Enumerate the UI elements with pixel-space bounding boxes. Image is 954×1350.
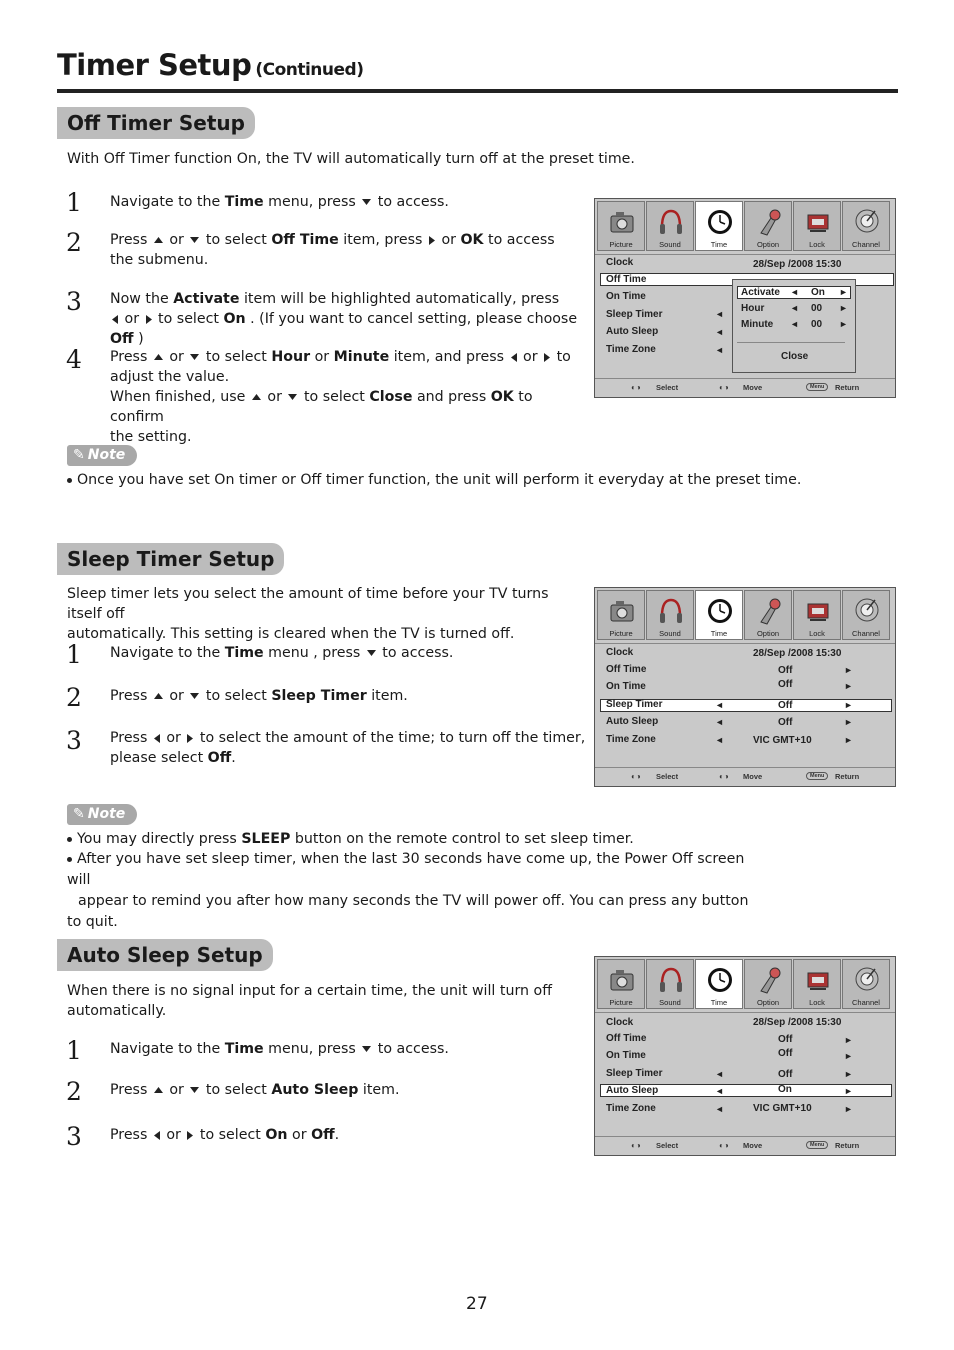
menu-tab-channel[interactable]	[842, 959, 890, 1009]
menu-tab-picture[interactable]	[597, 201, 645, 251]
menu-item-on-time[interactable]: On Time	[606, 681, 646, 692]
tv-footer	[595, 378, 895, 397]
step-number: 3	[66, 726, 82, 755]
menu-key-icon: Menu	[806, 772, 828, 780]
menu-tab-time[interactable]	[695, 201, 743, 251]
menu-tab-label: Time	[710, 240, 728, 249]
footer-return-label: Return	[835, 383, 860, 392]
sleep-timer-intro: Sleep timer lets you select the amount of time before your TV turns itself off automatically. This setting is cleared when the TV is turned off.	[67, 586, 549, 642]
menu-tab-picture[interactable]	[597, 590, 645, 640]
on-time-value: Off	[778, 1048, 793, 1059]
menu-tab-label: Sound	[659, 240, 681, 249]
menu-tab-lock[interactable]	[793, 590, 841, 640]
activate-value: On	[811, 287, 825, 298]
off-timer-intro: With Off Timer function On, the TV will automatically turn off at the preset time.	[67, 151, 635, 167]
auto-sleep-intro: When there is no signal input for a certain time, the unit will turn off automatically.	[67, 983, 552, 1019]
hour-value: 00	[811, 303, 823, 314]
menu-tab-label: Picture	[609, 240, 633, 249]
sleep-step-3: Press or to select the amount of the time; to turn off the timer, please select Off.	[110, 730, 586, 766]
camera-icon	[610, 965, 634, 995]
tv-menu-sleep-timer: Picture Sound Time Option Lock Channel Clock 28/Sep /2008 15:30 Off Time Off ► On Time Off ► Sleep Timer ◄ Off ► Auto Sleep ◄ Off ► Time Zone ◄ VIC GMT+10 ► ◐◑ Select ◐◑ Move Menu Return	[594, 587, 896, 787]
menu-tab-label: Picture	[609, 629, 633, 638]
auto-step-2: Press or to select Auto Sleep item.	[110, 1082, 400, 1098]
menu-item-sleep-timer[interactable]: Sleep Timer	[606, 1068, 663, 1079]
title-rule	[57, 89, 898, 93]
footer-select-label: Select	[656, 772, 679, 781]
menu-item-time-zone[interactable]: Time Zone	[606, 344, 656, 355]
footer-select-label: Select	[656, 1141, 679, 1150]
headphones-icon	[659, 965, 683, 995]
menu-tab-time[interactable]	[695, 590, 743, 640]
time-zone-value: VIC GMT+10	[753, 1103, 812, 1114]
step-number: 4	[66, 345, 82, 374]
menu-item-clock: Clock	[606, 647, 634, 658]
menu-item-time-zone[interactable]: Time Zone	[606, 1103, 656, 1114]
menu-tab-label: Picture	[609, 998, 633, 1007]
tv-footer	[595, 767, 895, 786]
off-step-3: Now the Activate item will be highlighted automatically, press or to select On . (If you want to cancel setting, please choose Off )	[110, 291, 578, 347]
menu-tab-label: Sound	[659, 998, 681, 1007]
footer-return-label: Return	[835, 772, 860, 781]
menu-tab-lock[interactable]	[793, 959, 841, 1009]
lock-icon	[806, 965, 830, 995]
menu-item-time-zone[interactable]: Time Zone	[606, 734, 656, 745]
option-icon	[757, 596, 781, 626]
menu-tab-label: Option	[756, 240, 780, 249]
menu-item-auto-sleep[interactable]: Auto Sleep	[606, 326, 659, 337]
menu-tab-time[interactable]	[695, 959, 743, 1009]
page-number: 27	[466, 1294, 488, 1314]
menu-tab-channel[interactable]	[842, 590, 890, 640]
menu-item-off-time[interactable]: Off Time	[606, 664, 647, 675]
off-step-4: Press or to select Hour or Minute item, and press or to adjust the value. When finished, use or to select Close and press OK to confirm the setting.	[110, 349, 571, 445]
menu-tab-label: Time	[710, 629, 728, 638]
menu-tab-option[interactable]	[744, 590, 792, 640]
menu-key-icon: Menu	[806, 1141, 828, 1149]
menu-item-clock: Clock	[606, 257, 634, 268]
menu-tab-label: Option	[756, 998, 780, 1007]
lock-icon	[806, 207, 830, 237]
menu-tab-label: Channel	[852, 629, 880, 638]
submenu-hour[interactable]: Hour	[741, 303, 765, 314]
menu-item-on-time[interactable]: On Time	[606, 1050, 646, 1061]
auto-sleep-value: Off	[778, 717, 793, 728]
left-right-keys-icon: ◐◑	[631, 772, 641, 781]
clock-icon	[708, 207, 732, 237]
clock-value: 28/Sep /2008 15:30	[753, 259, 842, 270]
left-right-keys-icon: ◐◑	[631, 383, 641, 392]
off-step-1: Navigate to the Time menu, press to access.	[110, 194, 449, 210]
menu-tab-label: Sound	[659, 629, 681, 638]
option-icon	[757, 207, 781, 237]
up-down-keys-icon: ◐◑	[719, 383, 729, 392]
auto-step-3: Press or to select On or Off.	[110, 1127, 340, 1143]
menu-item-off-time[interactable]: Off Time	[606, 1033, 647, 1044]
sleep-note-1: You may directly press SLEEP button on the remote control to set sleep timer.	[67, 829, 634, 850]
section-heading-off-timer: Off Timer Setup	[57, 107, 255, 139]
headphones-icon	[659, 596, 683, 626]
sleep-timer-value: Off	[778, 1069, 793, 1080]
tv-menu-auto-sleep: Picture Sound Time Option Lock Channel Clock 28/Sep /2008 15:30 Off Time Off ► On Time Off ► Sleep Timer ◄ Off ► Auto Sleep ◄ On ► Time Zone ◄ VIC GMT+10 ► ◐◑ Select ◐◑ Move Menu Return	[594, 956, 896, 1156]
footer-return-label: Return	[835, 1141, 860, 1150]
off-time-value: Off	[778, 665, 793, 676]
off-timer-note: Once you have set On timer or Off timer function, the unit will perform it everyday at the preset time.	[67, 470, 801, 491]
footer-move-label: Move	[743, 383, 763, 392]
menu-tab-lock[interactable]	[793, 201, 841, 251]
step-number: 1	[66, 1036, 82, 1065]
menu-icon-bar	[597, 201, 890, 251]
tv-footer	[595, 1136, 895, 1155]
menu-icon-bar	[597, 590, 890, 640]
satellite-icon	[855, 596, 879, 626]
off-step-2: Press or to select Off Time item, press or OK to access the submenu.	[110, 232, 555, 268]
footer-select-label: Select	[656, 383, 679, 392]
step-number: 2	[66, 683, 82, 712]
menu-tab-picture[interactable]	[597, 959, 645, 1009]
menu-tab-label: Channel	[852, 240, 880, 249]
submenu-activate[interactable]: Activate	[741, 287, 780, 298]
section-heading-sleep-timer: Sleep Timer Setup	[57, 543, 284, 575]
step-number: 2	[66, 228, 82, 257]
left-right-keys-icon: ◐◑	[631, 1141, 641, 1150]
menu-tab-label: Option	[756, 629, 780, 638]
step-number: 2	[66, 1077, 82, 1106]
step-number: 1	[66, 188, 82, 217]
menu-item-clock: Clock	[606, 1017, 634, 1028]
footer-move-label: Move	[743, 772, 763, 781]
section-heading-auto-sleep: Auto Sleep Setup	[57, 939, 273, 971]
menu-item-off-time[interactable]: Off Time	[606, 274, 647, 285]
tv-menu-off-time: Picture Sound Time Option Lock Channel Clock 28/Sep /2008 15:30 Off Time On Time Sleep Timer ◄ Auto Sleep ◄ Time Zone ◄ Activate ◄ On ► Hour ◄ 00 ► Minute ◄ 00 ► Close ◐◑ Select ◐◑ Move Menu Return	[594, 198, 896, 398]
footer-move-label: Move	[743, 1141, 763, 1150]
menu-tab-label: Channel	[852, 998, 880, 1007]
menu-tab-sound[interactable]	[646, 959, 694, 1009]
step-number: 3	[66, 287, 82, 316]
auto-step-1: Navigate to the Time menu, press to access.	[110, 1041, 449, 1057]
title-suffix: (Continued)	[255, 60, 364, 80]
step-number: 1	[66, 640, 82, 669]
submenu-close[interactable]: Close	[781, 351, 809, 362]
clock-value: 28/Sep /2008 15:30	[753, 648, 842, 659]
menu-item-sleep-timer[interactable]: Sleep Timer	[606, 699, 663, 710]
camera-icon	[610, 596, 634, 626]
clock-value: 28/Sep /2008 15:30	[753, 1017, 842, 1028]
menu-tab-sound[interactable]	[646, 590, 694, 640]
off-time-submenu: Activate ◄ On ► Hour ◄ 00 ► Minute ◄ 00 ► Close	[732, 279, 856, 373]
menu-item-auto-sleep[interactable]: Auto Sleep	[606, 716, 659, 727]
off-time-value: Off	[778, 1034, 793, 1045]
time-zone-value: VIC GMT+10	[753, 735, 812, 746]
menu-icon-bar	[597, 959, 890, 1009]
sleep-timer-value: Off	[778, 700, 793, 711]
menu-tab-option[interactable]	[744, 959, 792, 1009]
lock-icon	[806, 596, 830, 626]
satellite-icon	[855, 965, 879, 995]
submenu-minute[interactable]: Minute	[741, 319, 774, 330]
clock-icon	[708, 965, 732, 995]
menu-tab-label: Lock	[809, 629, 825, 638]
sleep-step-1: Navigate to the Time menu , press to access.	[110, 645, 454, 661]
minute-value: 00	[811, 319, 823, 330]
option-icon	[757, 965, 781, 995]
camera-icon	[610, 207, 634, 237]
menu-item-on-time[interactable]: On Time	[606, 291, 646, 302]
menu-tab-channel[interactable]	[842, 201, 890, 251]
menu-item-auto-sleep[interactable]: Auto Sleep	[606, 1085, 659, 1096]
menu-item-sleep-timer[interactable]: Sleep Timer	[606, 309, 663, 320]
menu-tab-label: Time	[710, 998, 728, 1007]
up-down-keys-icon: ◐◑	[719, 1141, 729, 1150]
auto-sleep-value: On	[778, 1084, 792, 1095]
on-time-value: Off	[778, 679, 793, 690]
headphones-icon	[659, 207, 683, 237]
menu-tab-option[interactable]	[744, 201, 792, 251]
note-label: ✎ Note	[67, 445, 137, 466]
note-label: ✎ Note	[67, 804, 137, 825]
paperclip-icon: ✎	[73, 806, 85, 822]
clock-icon	[708, 596, 732, 626]
step-number: 3	[66, 1122, 82, 1151]
paperclip-icon: ✎	[73, 447, 85, 463]
menu-tab-sound[interactable]	[646, 201, 694, 251]
menu-tab-label: Lock	[809, 240, 825, 249]
menu-tab-label: Lock	[809, 998, 825, 1007]
page-title: Timer Setup (Continued)	[57, 48, 364, 82]
sleep-note-2: After you have set sleep timer, when the last 30 seconds have come up, the Power Off screen will appear to remind you after how many seconds the TV will power off. You can press any button to quit.	[67, 851, 749, 930]
satellite-icon	[855, 207, 879, 237]
sleep-step-2: Press or to select Sleep Timer item.	[110, 688, 408, 704]
up-down-keys-icon: ◐◑	[719, 772, 729, 781]
menu-key-icon: Menu	[806, 383, 828, 391]
